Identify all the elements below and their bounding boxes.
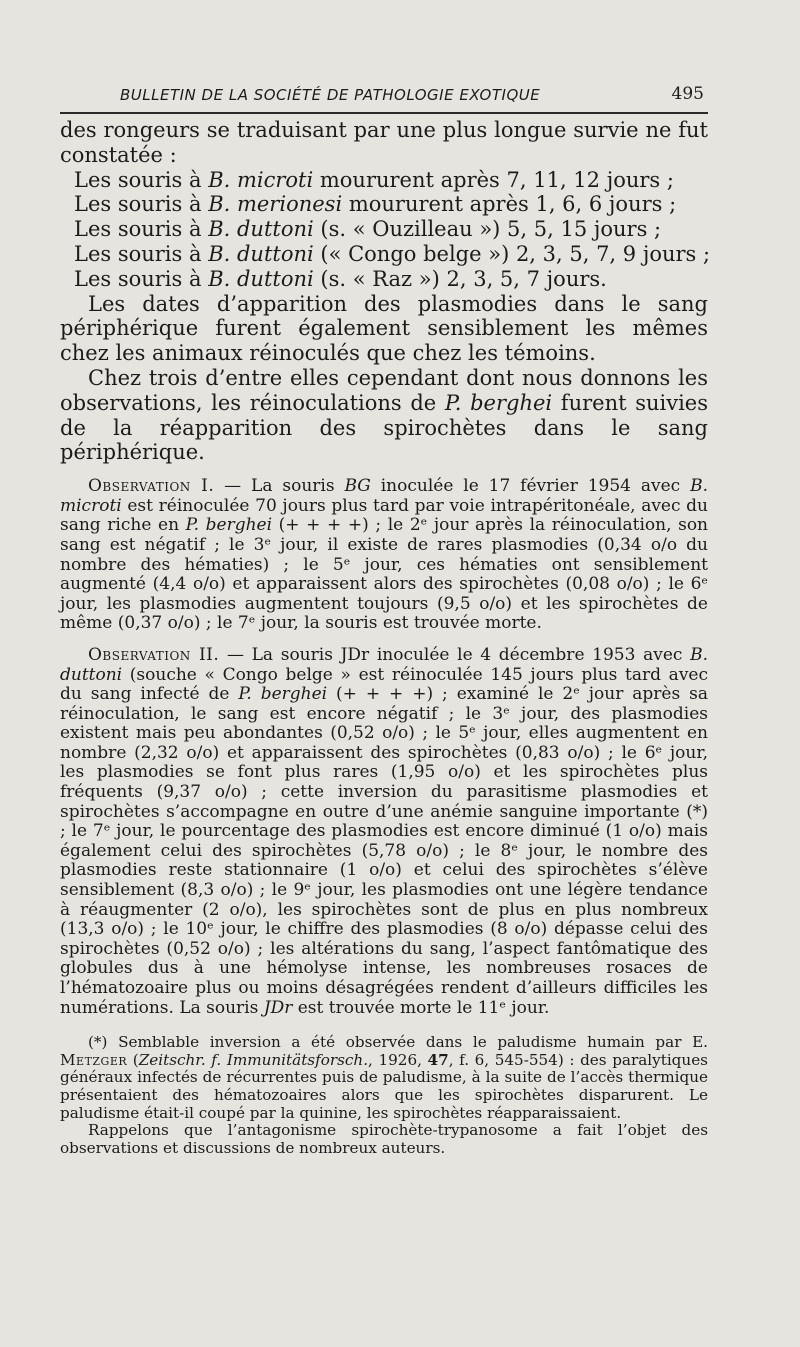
page-body bbox=[60, 118, 711, 1157]
reappearance-paragraph: Chez trois d’entre elles cependant dont nous donnons les observations, les réinoculations de P. berghei furent suivies de la réapparition des spirochètes dans le sang périphérique. bbox=[60, 365, 708, 465]
page-number: 495 bbox=[671, 84, 704, 104]
survival-line: Les souris à B. microti moururent après 7, 11, 12 jours ; bbox=[74, 167, 674, 192]
observation-2-label: Observation II. bbox=[88, 644, 220, 665]
survival-line: Les souris à B. duttoni (« Congo belge ») 2, 3, 5, 7, 9 jours ; bbox=[74, 241, 711, 266]
footnote: (*) Semblable inversion a été observée dans le paludisme humain par E. Metzger (Zeitschr. f. Immunitätsforsch., 1926, 47, f. 6, 545-554) : des paralytiques généraux infectés de récurrentes puis de paludisme, à la suite de l’accès thermique présentaient des hématozoaires alors que les spirochètes disparurent. Le paludisme était-il coupé par la quinine, les spirochètes réapparaissaient. bbox=[60, 1033, 708, 1122]
survival-line: Les souris à B. merionesi moururent après 1, 6, 6 jours ; bbox=[74, 192, 677, 217]
intro-paragraph: des rongeurs se traduisant par une plus longue survie ne fut constatée : bbox=[60, 118, 708, 167]
footnote-paragraph-2: Rappelons que l’antagonisme spirochète-trypanosome a fait l’objet des observations et discussions de nombreux auteurs. bbox=[60, 1121, 708, 1157]
observation-1-label: Observation I. bbox=[88, 476, 215, 497]
apparition-paragraph: Les dates d’apparition des plasmodies dans le sang périphérique furent également sensiblement les mêmes chez les animaux réinoculés que chez les témoins. bbox=[60, 291, 708, 366]
observation-2: Observation II. — La souris JDr inoculée le 4 décembre 1953 avec B. duttoni (souche « Congo belge » est réinoculée 145 jours plus tard avec du sang infecté de P. berghei (+ + + +) ; examiné le 2ᵉ jour après sa réinoculation, le sang est encore négatif ; le 3ᵉ jour, des plasmodies existent mais peu abondantes (0,52 o/o) ; le 5ᵉ jour, elles augmentent en nombre (2,32 o/o) et apparaissent des spirochètes (0,83 o/o) ; le 6ᵉ jour, les plasmodies se font plus rares (1,95 o/o) et les spirochètes plus fréquents (9,37 o/o) ; cette inversion du parasitisme plasmodies et spirochètes s’accompagne en outre d’une anémie sanguine importante (*) ; le 7ᵉ jour, le pourcentage des plasmodies est encore diminué (1 o/o) mais également celui des spirochètes (5,78 o/o) ; le 8ᵉ jour, le nombre des plasmodies reste stationnaire (1 o/o) et celui des spirochètes s’élève sensiblement (8,3 o/o) ; le 9ᵉ jour, les plasmodies ont une légère tendance à réaugmenter (2 o/o), les spirochètes sont de plus en plus nombreux (13,3 o/o) ; le 10ᵉ jour, le chiffre des plasmodies (8 o/o) dépasse celui des spirochètes (0,52 o/o) ; les altérations du sang, l’aspect fantômatique des globules dus à une hémolyse intense, les nombreuses rosaces de l’hématozoaire plus ou moins désagrégées rendent d’ailleurs difficiles les numérations. La souris JDr est trouvée morte le 11ᵉ jour. bbox=[60, 644, 708, 1018]
survival-line: Les souris à B. duttoni (s. « Ouzilleau ») 5, 5, 15 jours ; bbox=[74, 217, 662, 242]
running-title: BULLETIN DE LA SOCIÉTÉ DE PATHOLOGIE EXOTIQUE bbox=[120, 86, 541, 104]
survival-line: Les souris à B. duttoni (s. « Raz ») 2, 3, 5, 7 jours. bbox=[74, 266, 607, 291]
page-header bbox=[60, 82, 708, 114]
observation-1: Observation I. — La souris BG inoculée le 17 février 1954 avec B. microti est réinoculée 70 jours plus tard par voie intrapéritonéale, avec du sang riche en P. berghei (+ + + +) ; le 2ᵉ jour après la réinoculation, son sang est négatif ; le 3ᵉ jour, il existe de rares plasmodies (0,34 o/o du nombre des hématies) ; le 5ᵉ jour, ces hématies ont sensiblement augmenté (4,4 o/o) et apparaissent alors des spirochètes (0,08 o/o) ; le 6ᵉ jour, les plasmodies augmentent toujours (9,5 o/o) et les spirochètes de même (0,37 o/o) ; le 7ᵉ jour, la souris est trouvée morte. bbox=[60, 476, 708, 634]
